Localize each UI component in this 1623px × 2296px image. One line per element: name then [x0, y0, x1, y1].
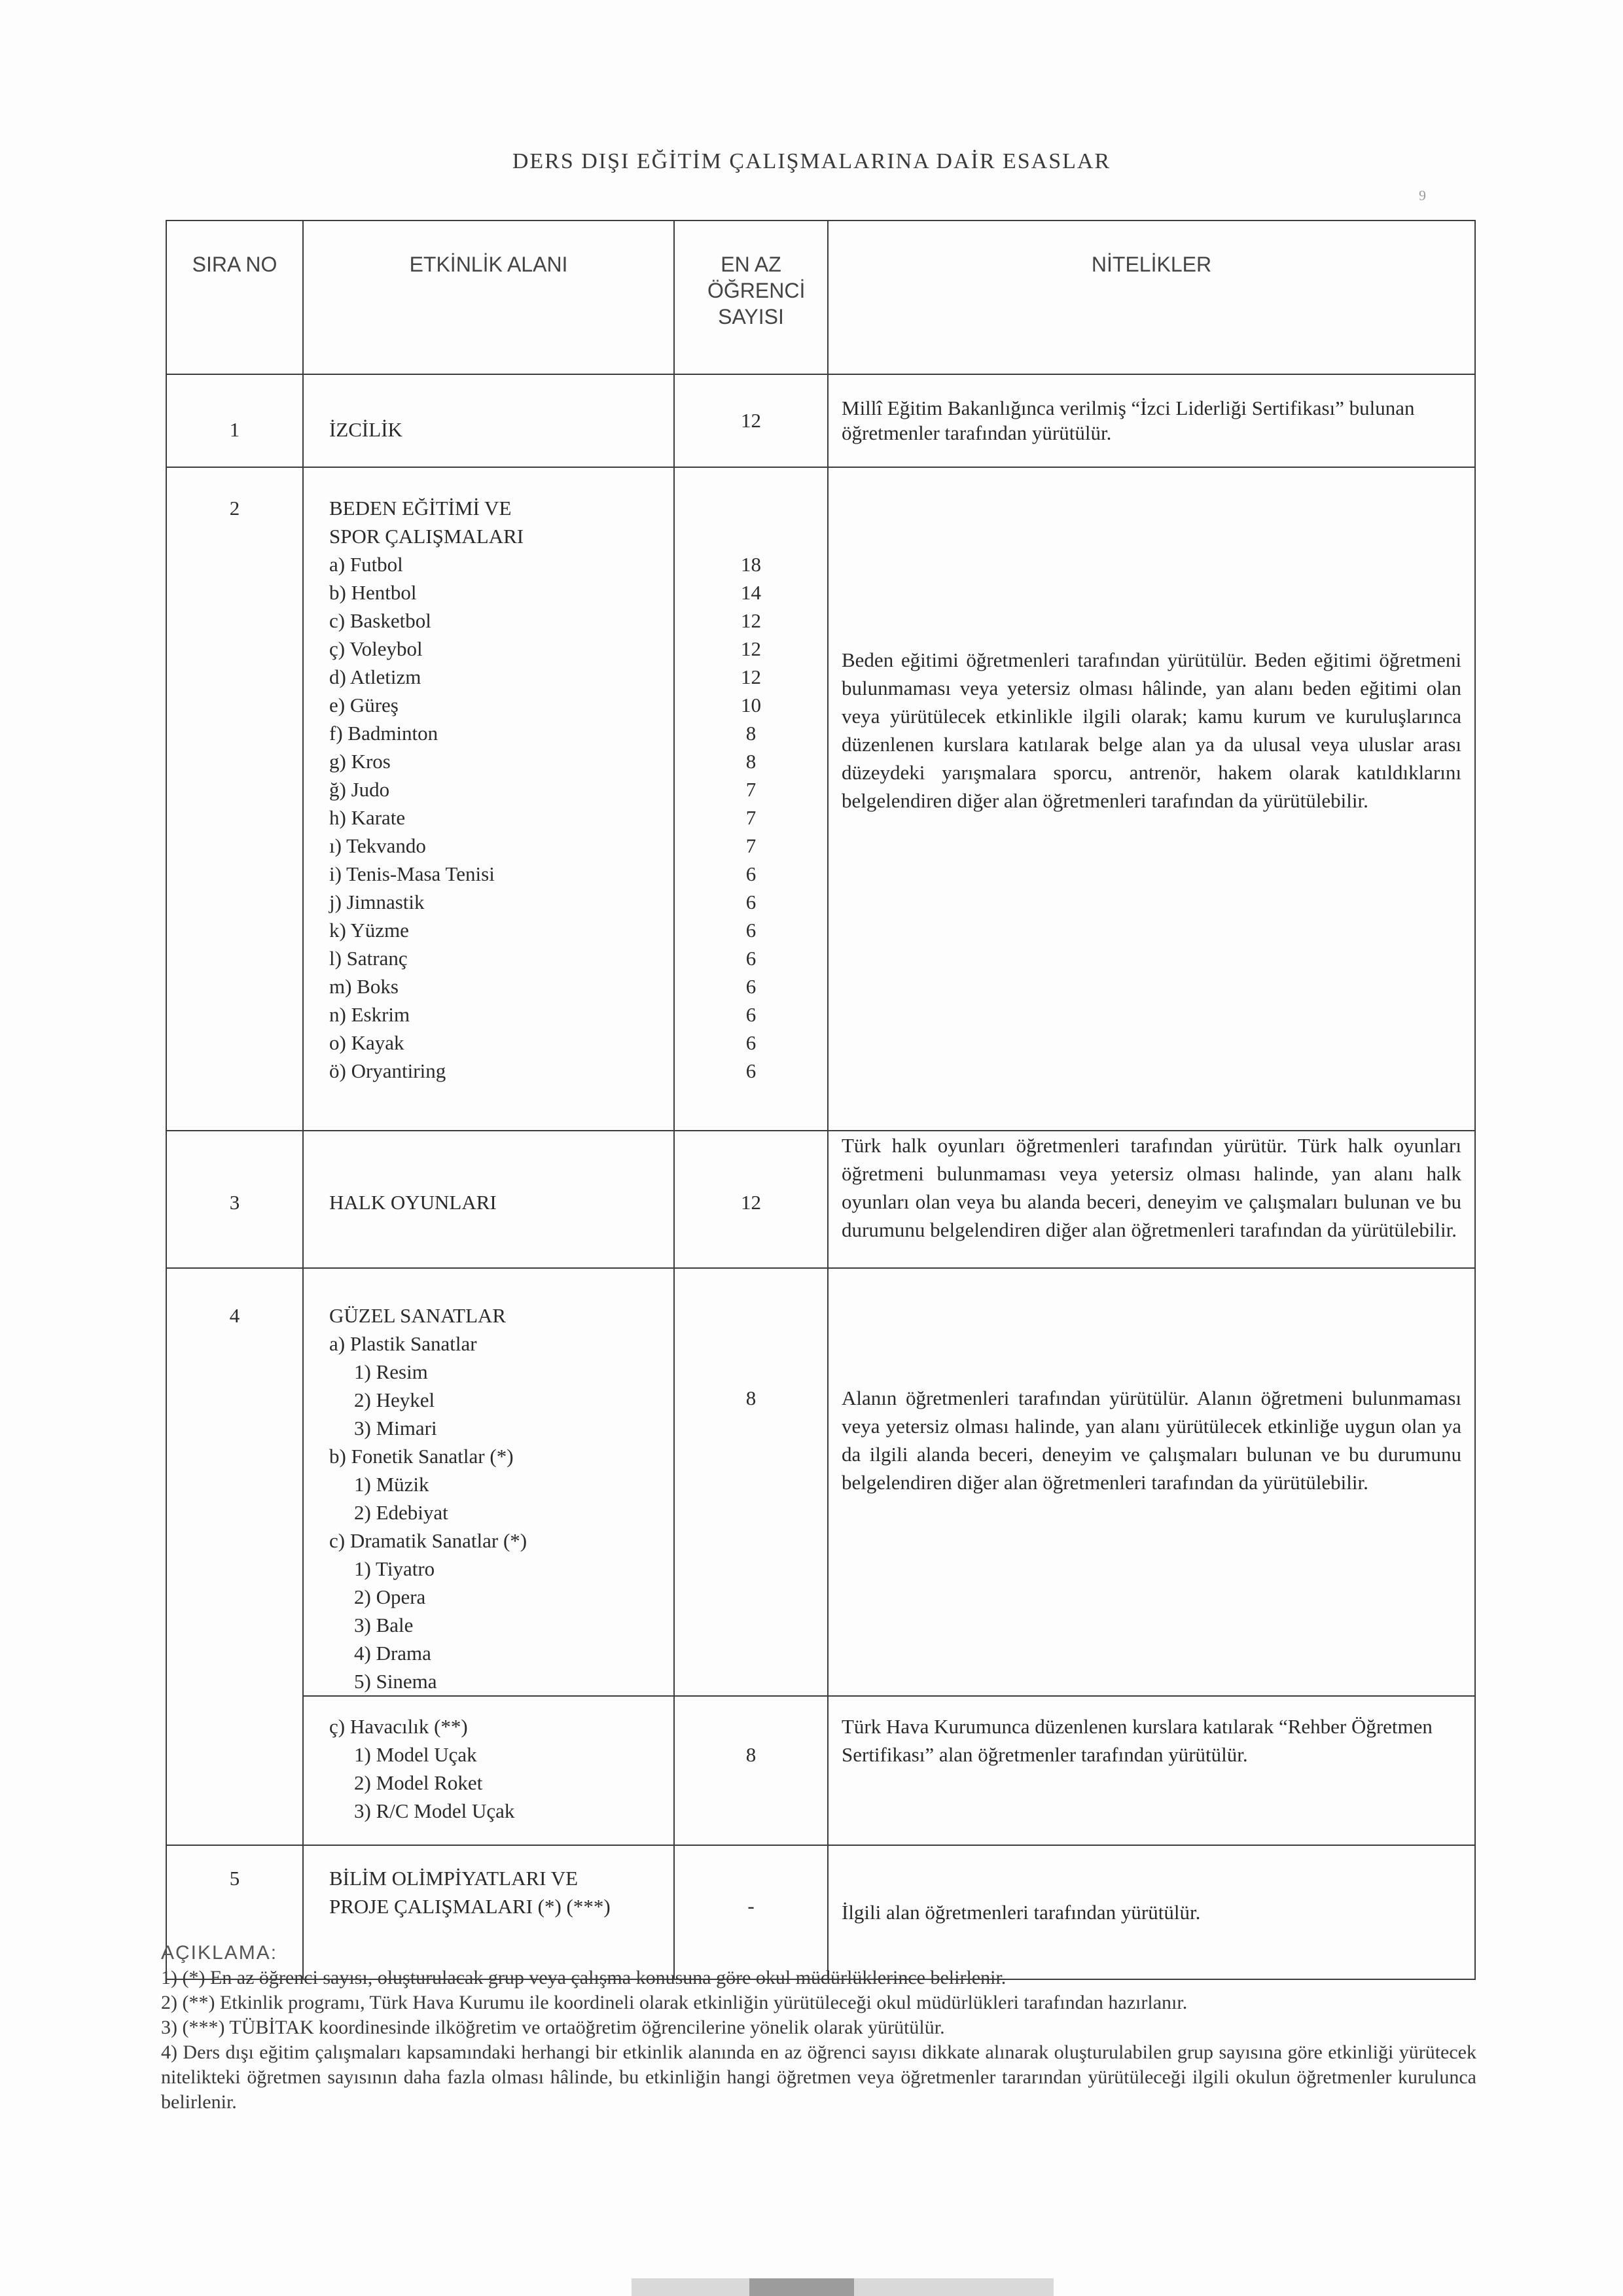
list-item: 3) R/C Model Uçak [354, 1799, 515, 1822]
sport-count: 7 [745, 806, 757, 829]
sport-item: a) Futbol [329, 553, 403, 576]
explanation-notes [161, 1941, 1476, 2115]
sport-item: k) Yüzme [329, 919, 409, 942]
student-count: 12 [741, 1191, 761, 1214]
activities-table [166, 220, 1476, 1980]
sport-count: 6 [745, 919, 757, 942]
sport-item: c) Basketbol [329, 609, 431, 632]
sport-count: 14 [741, 581, 761, 604]
list-item: 1) Tiyatro [354, 1557, 435, 1580]
sport-count: 7 [745, 834, 757, 857]
activity-name: İZCİLİK [329, 418, 402, 441]
sport-item: l) Satranç [329, 947, 408, 970]
sport-item: o) Kayak [329, 1031, 404, 1054]
list-item: b) Fonetik Sanatlar (*) [329, 1445, 514, 1468]
table-row [166, 1696, 1475, 1845]
sport-item: g) Kros [329, 750, 391, 773]
page-title: DERS DIŞI EĞİTİM ÇALIŞMALARINA DAİR ESASLAR [512, 149, 1111, 173]
table-row [166, 1268, 1475, 1696]
sport-count: 8 [745, 722, 757, 745]
sport-item: f) Badminton [329, 722, 438, 745]
qualification-text: İlgili alan öğretmenleri tarafından yürütülür. [842, 1901, 1201, 1924]
row-number: 4 [229, 1304, 240, 1327]
list-item: GÜZEL SANATLAR [329, 1304, 507, 1327]
row-number: 2 [229, 497, 240, 520]
activity-list [329, 468, 673, 1085]
sport-item: d) Atletizm [329, 665, 421, 688]
student-count: 12 [741, 409, 761, 432]
qualification-text: Alanın öğretmenleri tarafından yürütülür. Alanın öğretmeni bulunmaması veya yetersiz olması halinde, yan alanı yürütülecek etkinliğe uygun olan ya da ilgili alanda beceri, deneyim ve çalışmaları bulunan ve bu durumunu belgelendiren diğer alan öğretmenleri tarafından da yürütülebilir. [842, 1386, 1461, 1494]
student-count: 8 [745, 1743, 757, 1766]
sport-item: j) Jimnastik [329, 891, 425, 913]
sport-count: 10 [741, 694, 761, 716]
sport-count: 6 [745, 891, 757, 913]
sport-count: 6 [745, 1059, 757, 1082]
qualification-text: Millî Eğitim Bakanlığınca verilmiş “İzci Liderliği Sertifikası” bulunan öğretmenler tarafından yürütülür. [842, 397, 1415, 444]
sport-item: ö) Oryantiring [329, 1059, 446, 1082]
list-item: 4) Drama [354, 1642, 431, 1665]
sport-item: i) Tenis-Masa Tenisi [329, 862, 495, 885]
page-number: 9 [1419, 187, 1426, 203]
list-item: c) Dramatik Sanatlar (*) [329, 1529, 527, 1552]
table-row [166, 374, 1475, 467]
qualification-text: Beden eğitimi öğretmenleri tarafından yürütülür. Beden eğitimi öğretmeni bulunmaması veya yetersiz olması hâlinde, yan alanı beden eğitimi olan veya yürütülecek etkinlikle ilgili olarak; kamu kurum ve kuruluşlarınca düzenlenen kurslara katılarak belge alan ya da ulusal veya uluslar arası düzeydeki yarışmalara sporcu, antrenör, hakem olarak katıldıklarını belgelendiren diğer alan öğretmenleri tarafından da yürütülebilir. [842, 648, 1461, 812]
table-row [166, 467, 1475, 1131]
sport-count: 6 [745, 975, 757, 998]
header-etkinlik-alani: ETKİNLİK ALANI [303, 221, 674, 374]
activity-heading: SPOR ÇALIŞMALARI [329, 525, 524, 548]
header-nitelikler: NİTELİKLER [828, 221, 1475, 374]
list-item: 5) Sinema [354, 1670, 437, 1693]
note-item: 1) (*) En az öğrenci sayısı, oluşturulacak grup veya çalışma konusuna göre okul müdürlüklerince belirlenir. [161, 1967, 1007, 1988]
activity-name: BİLİM OLİMPİYATLARI VE PROJE ÇALIŞMALARI (*) (***) [329, 1867, 611, 1918]
sport-item: h) Karate [329, 806, 406, 829]
note-item: 4) Ders dışı eğitim çalışmaları kapsamındaki herhangi bir etkinlik alanında en az öğrenci sayısı dikkate alınarak oluşturulabilen grup sayısına göre etkinliği yürütecek nitelikteki öğretmen sayısının daha fazla olması hâlinde, bu etkinliğin hangi öğretmen veya öğretmenler tararından yürütüleceği ilgili okulun öğretmenler kurulunca belirlenir. [161, 2041, 1476, 2113]
list-item: 3) Bale [354, 1614, 414, 1636]
header-sira-no: SIRA NO [166, 221, 303, 374]
sport-item: n) Eskrim [329, 1003, 410, 1026]
sport-count: 12 [741, 609, 761, 632]
sport-count: 6 [745, 1031, 757, 1054]
sport-item: ğ) Judo [329, 778, 390, 801]
sport-item: ı) Tekvando [329, 834, 426, 857]
list-item: 2) Heykel [354, 1388, 435, 1411]
table-header-row [166, 221, 1475, 374]
note-item: 2) (**) Etkinlik programı, Türk Hava Kurumu ile koordineli olarak etkinliğin yürütüleceği okul müdürlükleri tarafından hazırlanır. [161, 1992, 1188, 2013]
sport-list [329, 550, 673, 1085]
sport-count: 6 [745, 1003, 757, 1026]
row-number: 1 [229, 418, 240, 441]
activity-name: HALK OYUNLARI [329, 1191, 497, 1214]
sport-counts [675, 550, 827, 1085]
sport-item: e) Güreş [329, 694, 399, 716]
aviation-list [329, 1697, 673, 1825]
notes-title: AÇIKLAMA: [161, 1942, 278, 1964]
sport-count: 7 [745, 778, 757, 801]
art-list [329, 1269, 673, 1695]
count-list [675, 468, 827, 1085]
row-number: 5 [229, 1867, 240, 1890]
sport-item: b) Hentbol [329, 581, 417, 604]
list-item: 3) Mimari [354, 1417, 437, 1439]
scan-edge-mark [632, 2278, 1054, 2296]
sport-count: 6 [745, 862, 757, 885]
sport-count: 12 [741, 665, 761, 688]
table-row [166, 1131, 1475, 1268]
activity-heading: BEDEN EĞİTİMİ VE [329, 497, 512, 520]
qualification-text: Türk halk oyunları öğretmenleri tarafından yürütür. Türk halk oyunları öğretmeni bulunmaması veya yetersiz olması halinde, yan alanı halk oyunları olan veya bu alanda beceri, deneyim ve çalışmaları bulunan ve bu durumunu belgelendiren diğer alan öğretmenleri tarafından da yürütülebilir. [842, 1134, 1461, 1241]
list-item: 2) Model Roket [354, 1771, 483, 1794]
list-item: a) Plastik Sanatlar [329, 1332, 477, 1355]
list-item: ç) Havacılık (**) [329, 1715, 468, 1738]
list-item: 1) Resim [354, 1360, 428, 1383]
student-count: - [747, 1894, 755, 1917]
list-item: 2) Opera [354, 1585, 426, 1608]
note-item: 3) (***) TÜBİTAK koordinesinde ilköğretim ve ortaöğretim öğrencilerine yönelik olarak yürütülür. [161, 2017, 945, 2038]
sport-count: 6 [745, 947, 757, 970]
sport-item: m) Boks [329, 975, 399, 998]
sport-count: 18 [741, 553, 761, 576]
list-item: 2) Edebiyat [354, 1501, 448, 1524]
sport-item: ç) Voleybol [329, 637, 423, 660]
qualification-text: Türk Hava Kurumunca düzenlenen kurslara katılarak “Rehber Öğretmen Sertifikası” alan öğretmenler tarafından yürütülür. [842, 1715, 1433, 1766]
header-en-az-ogrenci: EN AZ ÖĞRENCİ SAYISI [674, 221, 828, 374]
list-item: 1) Model Uçak [354, 1743, 477, 1766]
student-count: 8 [745, 1386, 757, 1409]
row-number: 3 [229, 1191, 240, 1214]
list-item: 1) Müzik [354, 1473, 429, 1496]
sport-count: 12 [741, 637, 761, 660]
sport-count: 8 [745, 750, 757, 773]
